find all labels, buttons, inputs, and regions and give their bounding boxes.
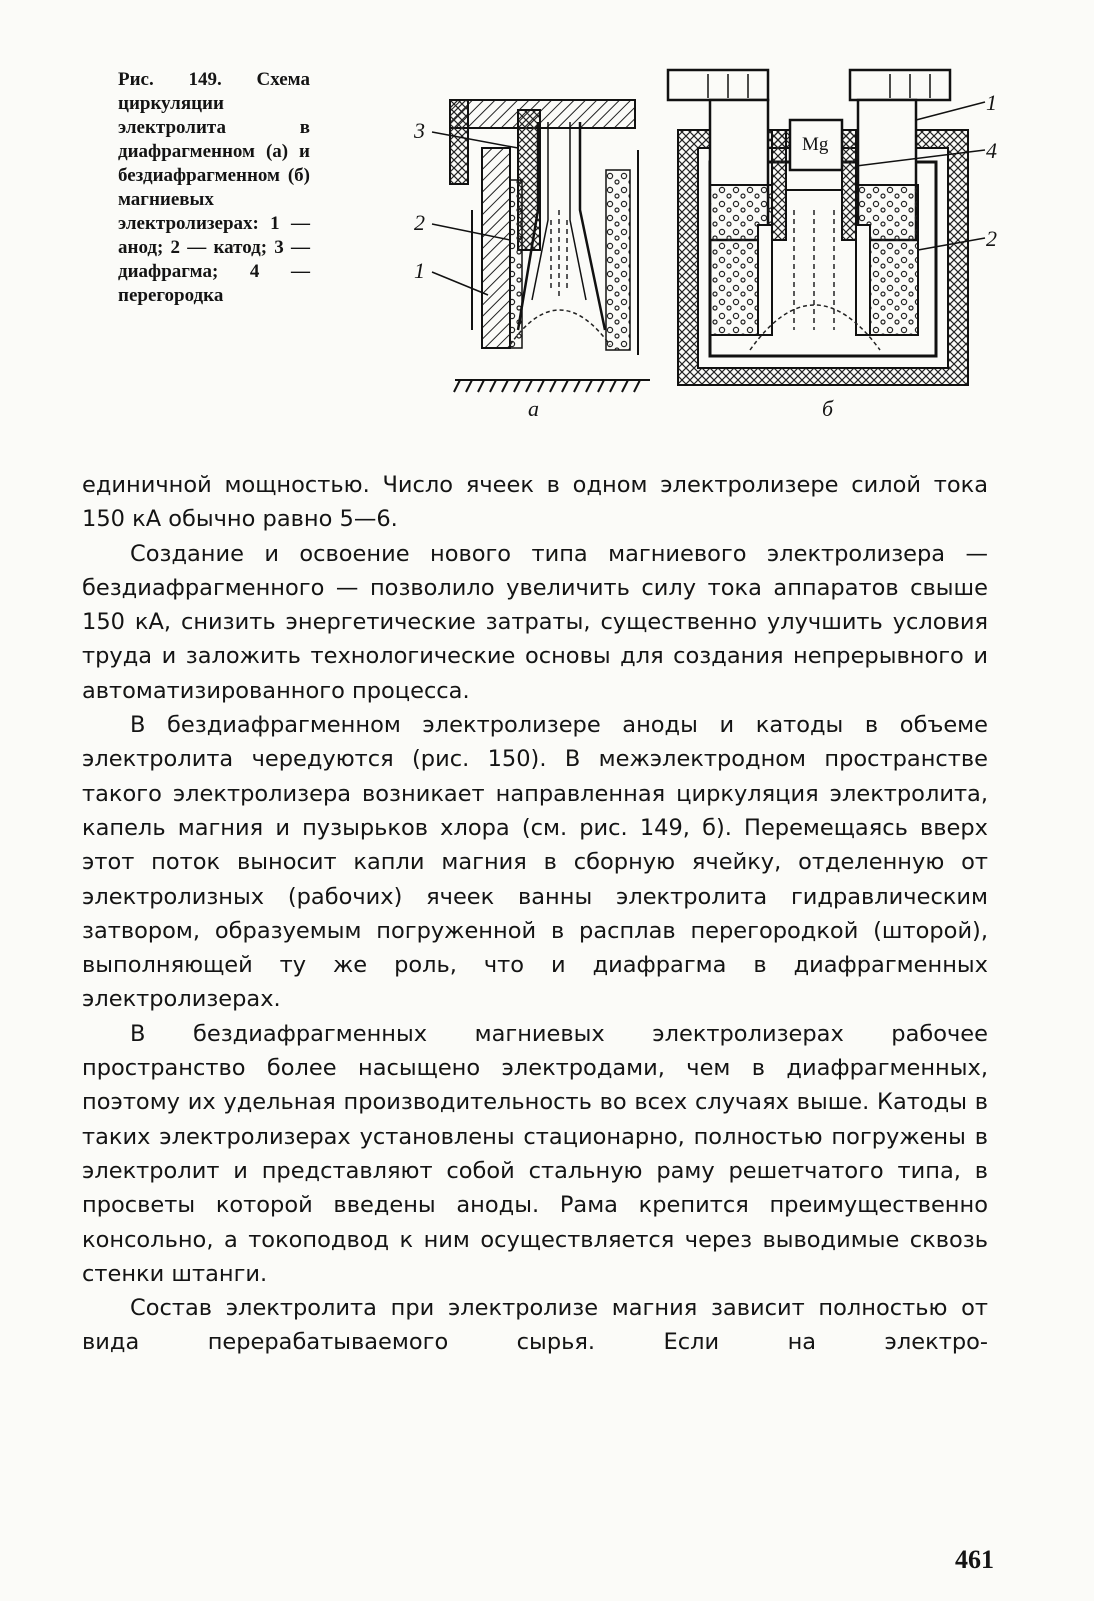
paragraph-5: Состав электролита при электролизе магния зависит полностью от вида перерабатываемого сырья. Если на электро- <box>82 1295 988 1356</box>
subfigure-label-b: б <box>822 396 834 421</box>
paragraph-3: В бездиафрагменном электролизере аноды и катоды в объеме электролита чередуются (рис. 150). В межэлектродном пространстве такого электролизера возникает направленная циркуляция электролита, капель магния и пузырьков хлора (см. рис. 149, б). Перемещаясь вверх этот поток выносит капли магния в сборную ячейку, отделенную от электролизных (рабочих) ячеек ванны электролита гидравлическим затвором, образуемым погруженной в расплав перегородкой (шторой), выполняющей ту же роль, что и диафрагма в диафрагменных электролизерах. <box>82 712 988 1013</box>
label-cathode-b: 2 <box>986 226 997 251</box>
figure-caption: Рис. 149. Схема циркуляции электролита в диафрагменном (а) и бездиафрагменном (б) магниевых электролизерах: 1 — анод; 2 — катод; 3 — диафрагма; 4 — перегородка <box>118 69 310 306</box>
label-partition-b: 4 <box>986 138 997 163</box>
electrolyzer-diagram <box>410 60 1000 430</box>
paragraph-2: Создание и освоение нового типа магниевого электролизера — бездиафрагменного — позволило увеличить силу тока аппаратов свыше 150 кА, снизить энергетические затраты, существенно улучшить условия труда и заложить технологические основы для создания непрерывного и автоматизированного процесса. <box>82 540 988 704</box>
paragraph-4: В бездиафрагменных магниевых электролизерах рабочее пространство более насыщено электродами, чем в диафрагменных, поэтому их удельная производительность во всех случаях выше. Катоды в таких электролизерах установлены стационарно, полностью погружены в электролит и представляют собой стальную раму решетчатого типа, в просветы которой введены аноды. Рама крепится преимущественно консольно, а токоподвод к ним осуществляется через выводимые сквозь стенки штанги. <box>82 1020 988 1287</box>
label-anode-a: 1 <box>414 258 425 283</box>
body-text <box>82 468 988 1360</box>
page-number: 461 <box>955 1545 994 1574</box>
label-diaphragm-a: 3 <box>414 118 425 143</box>
subfigure-label-a: а <box>528 396 539 421</box>
diagram-a <box>432 100 650 392</box>
figure-149 <box>410 60 1000 430</box>
label-anode-b: 1 <box>986 90 997 115</box>
label-magnesium: Mg <box>802 134 829 155</box>
paragraph-1: единичной мощностью. Число ячеек в одном электролизере силой тока 150 кА обычно равно 5—6. <box>82 472 988 533</box>
label-cathode-a: 2 <box>414 210 425 235</box>
diagram-b <box>668 70 985 385</box>
